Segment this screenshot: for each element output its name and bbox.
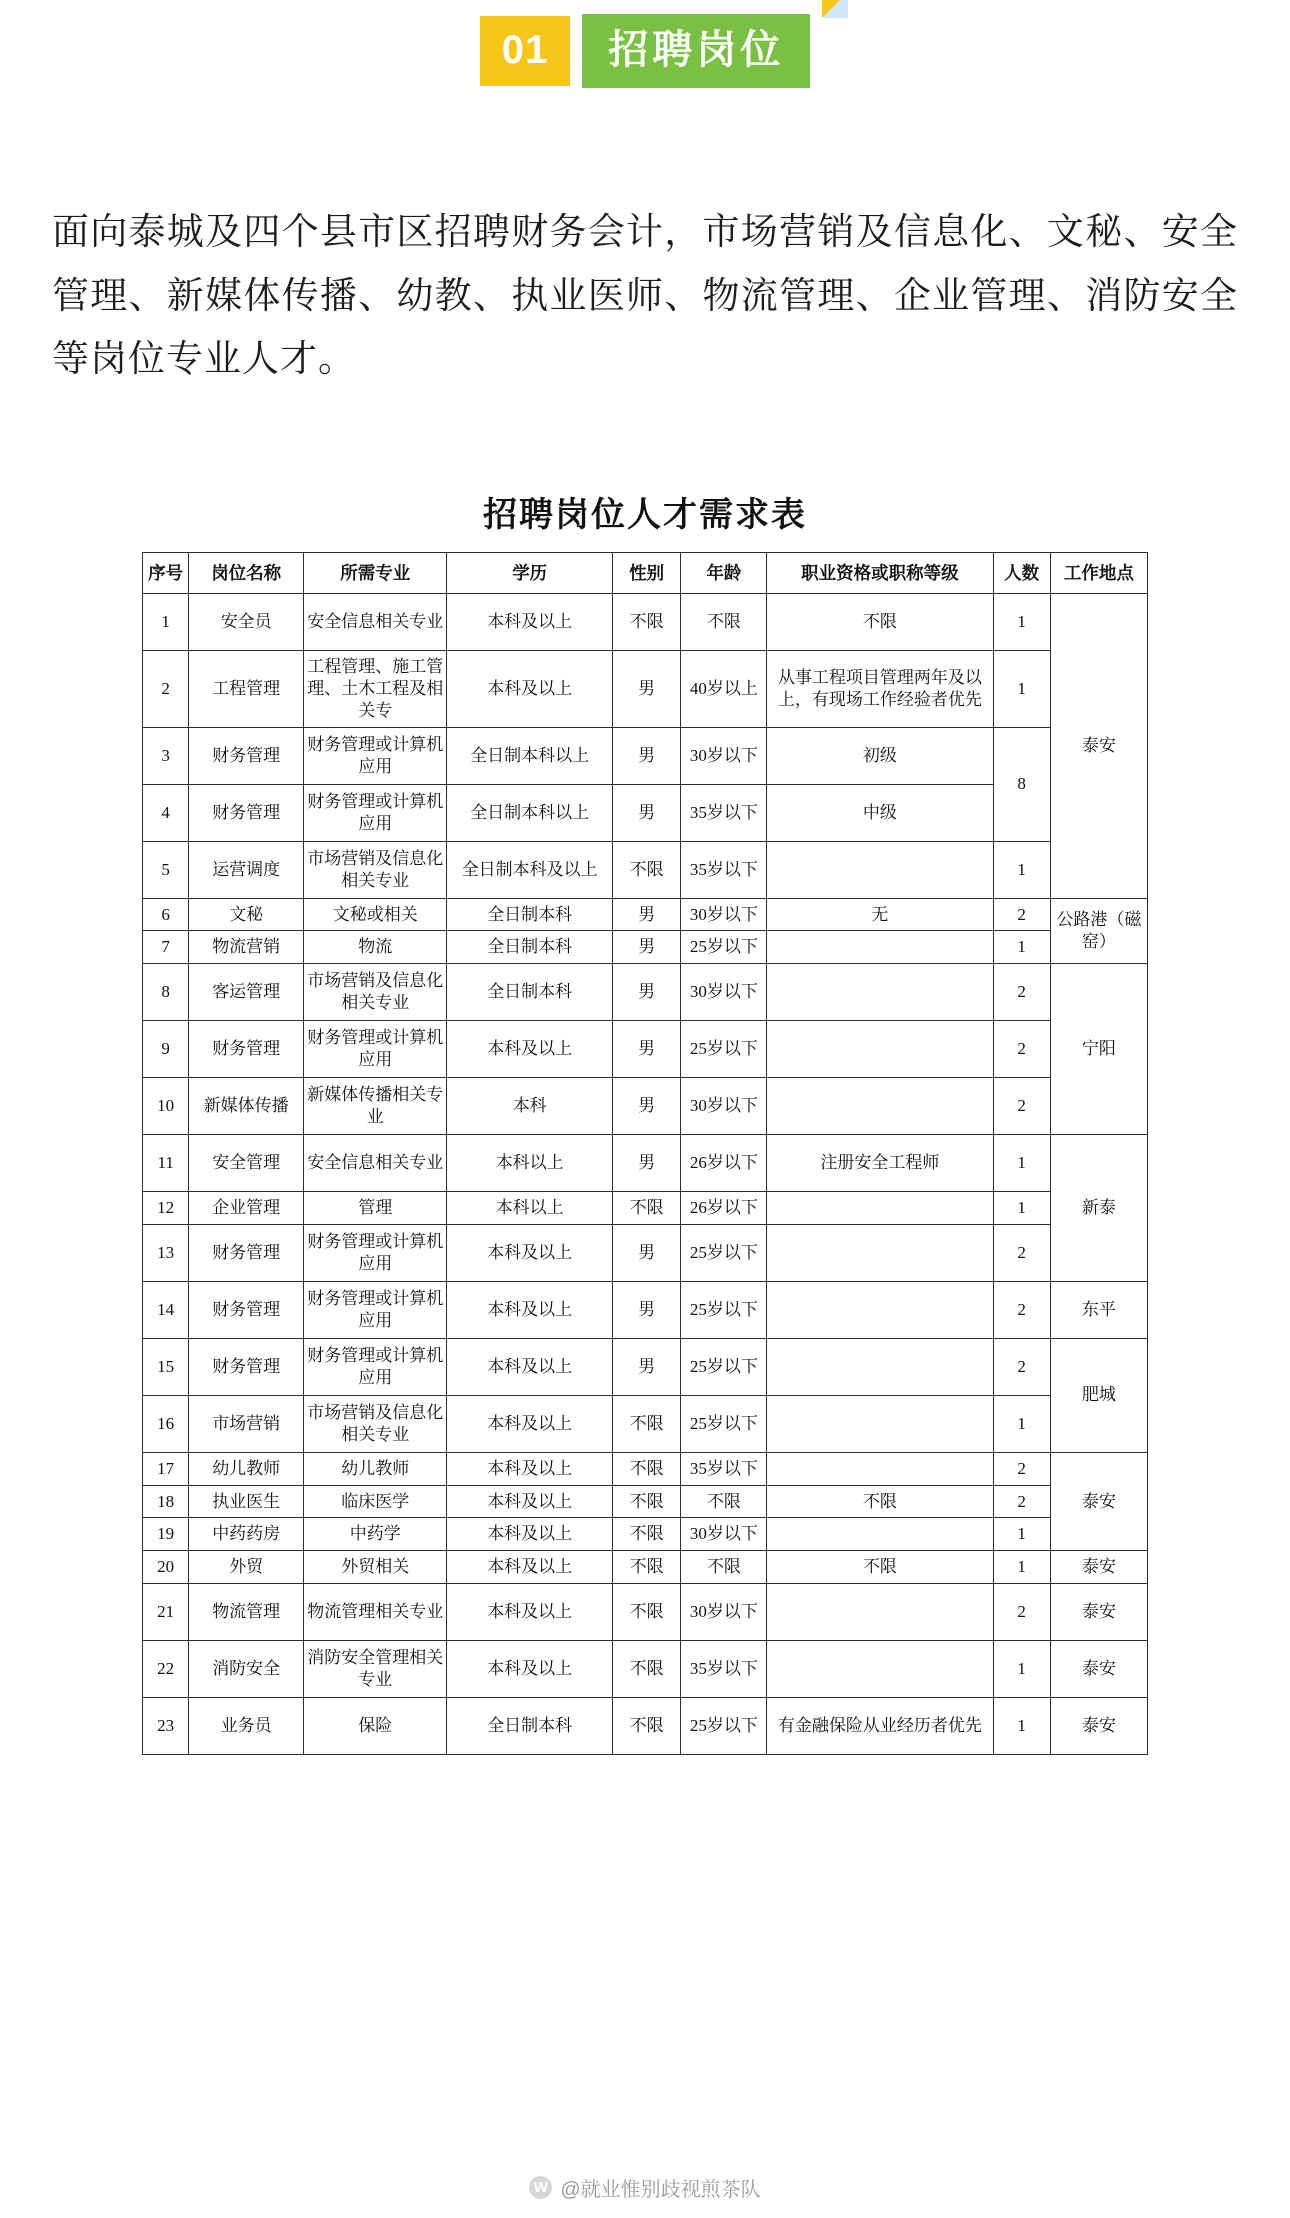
cell-index: 22 bbox=[143, 1640, 189, 1697]
th-education: 学历 bbox=[447, 552, 612, 593]
cell-major: 财务管理或计算机应用 bbox=[304, 784, 447, 841]
cell-age: 30岁以下 bbox=[681, 1078, 767, 1135]
cell-certificate bbox=[767, 1338, 993, 1395]
cell-age: 26岁以下 bbox=[681, 1135, 767, 1192]
cell-headcount: 2 bbox=[993, 1224, 1050, 1281]
cell-gender: 男 bbox=[612, 1224, 680, 1281]
cell-age: 25岁以下 bbox=[681, 1281, 767, 1338]
cell-headcount: 2 bbox=[993, 1338, 1050, 1395]
cell-post: 财务管理 bbox=[189, 784, 304, 841]
th-age: 年龄 bbox=[681, 552, 767, 593]
cell-major: 中药学 bbox=[304, 1518, 447, 1551]
cell-headcount: 1 bbox=[993, 651, 1050, 727]
table-row bbox=[143, 1224, 1148, 1281]
cell-education: 全日制本科以上 bbox=[447, 784, 612, 841]
cell-post: 财务管理 bbox=[189, 727, 304, 784]
cell-education: 本科及以上 bbox=[447, 1452, 612, 1485]
cell-age: 不限 bbox=[681, 594, 767, 651]
cell-certificate: 有金融保险从业经历者优先 bbox=[767, 1697, 993, 1754]
cell-education: 本科及以上 bbox=[447, 1551, 612, 1584]
table-row bbox=[143, 594, 1148, 651]
cell-gender: 男 bbox=[612, 1021, 680, 1078]
cell-post: 消防安全 bbox=[189, 1640, 304, 1697]
cell-certificate bbox=[767, 1452, 993, 1485]
th-post: 岗位名称 bbox=[189, 552, 304, 593]
table-row bbox=[143, 1551, 1148, 1584]
cell-certificate: 注册安全工程师 bbox=[767, 1135, 993, 1192]
cell-headcount: 2 bbox=[993, 898, 1050, 931]
cell-certificate bbox=[767, 1021, 993, 1078]
cell-age: 30岁以下 bbox=[681, 1583, 767, 1640]
cell-major: 文秘或相关 bbox=[304, 898, 447, 931]
table-row bbox=[143, 1518, 1148, 1551]
cell-age: 25岁以下 bbox=[681, 1697, 767, 1754]
cell-certificate: 中级 bbox=[767, 784, 993, 841]
cell-education: 全日制本科以上 bbox=[447, 727, 612, 784]
cell-age: 35岁以下 bbox=[681, 841, 767, 898]
th-major: 所需专业 bbox=[304, 552, 447, 593]
table-row bbox=[143, 1192, 1148, 1225]
cell-headcount: 1 bbox=[993, 1192, 1050, 1225]
table-row bbox=[143, 727, 1148, 784]
cell-major: 财务管理或计算机应用 bbox=[304, 1224, 447, 1281]
cell-index: 3 bbox=[143, 727, 189, 784]
cell-certificate bbox=[767, 1192, 993, 1225]
th-certificate: 职业资格或职称等级 bbox=[767, 552, 993, 593]
cell-education: 本科及以上 bbox=[447, 1395, 612, 1452]
cell-post: 企业管理 bbox=[189, 1192, 304, 1225]
table-row bbox=[143, 1697, 1148, 1754]
cell-certificate bbox=[767, 1395, 993, 1452]
cell-index: 16 bbox=[143, 1395, 189, 1452]
table-row bbox=[143, 1338, 1148, 1395]
cell-major: 市场营销及信息化相关专业 bbox=[304, 841, 447, 898]
cell-post: 市场营销 bbox=[189, 1395, 304, 1452]
cell-age: 26岁以下 bbox=[681, 1192, 767, 1225]
cell-certificate: 从事工程项目管理两年及以上，有现场工作经验者优先 bbox=[767, 651, 993, 727]
cell-index: 1 bbox=[143, 594, 189, 651]
cell-major: 新媒体传播相关专业 bbox=[304, 1078, 447, 1135]
cell-age: 25岁以下 bbox=[681, 1338, 767, 1395]
cell-age: 30岁以下 bbox=[681, 1518, 767, 1551]
cell-education: 本科及以上 bbox=[447, 1485, 612, 1518]
cell-education: 本科 bbox=[447, 1078, 612, 1135]
cell-post: 安全员 bbox=[189, 594, 304, 651]
job-requirements-table bbox=[142, 552, 1148, 1755]
cell-education: 全日制本科 bbox=[447, 964, 612, 1021]
cell-headcount: 2 bbox=[993, 1485, 1050, 1518]
table-header-row bbox=[143, 552, 1148, 593]
cell-age: 35岁以下 bbox=[681, 1452, 767, 1485]
cell-location: 东平 bbox=[1050, 1281, 1147, 1338]
cell-age: 30岁以下 bbox=[681, 727, 767, 784]
table-container bbox=[142, 552, 1148, 1755]
cell-location: 泰安 bbox=[1050, 1583, 1147, 1640]
cell-index: 4 bbox=[143, 784, 189, 841]
cell-post: 财务管理 bbox=[189, 1338, 304, 1395]
cell-index: 8 bbox=[143, 964, 189, 1021]
cell-education: 全日制本科 bbox=[447, 898, 612, 931]
table-row bbox=[143, 1021, 1148, 1078]
cell-certificate bbox=[767, 1583, 993, 1640]
cell-post: 工程管理 bbox=[189, 651, 304, 727]
table-row bbox=[143, 1281, 1148, 1338]
cell-post: 外贸 bbox=[189, 1551, 304, 1584]
cell-major: 市场营销及信息化相关专业 bbox=[304, 964, 447, 1021]
cell-age: 不限 bbox=[681, 1551, 767, 1584]
cell-certificate bbox=[767, 1281, 993, 1338]
cell-gender: 不限 bbox=[612, 1583, 680, 1640]
cell-index: 23 bbox=[143, 1697, 189, 1754]
cell-certificate: 不限 bbox=[767, 1485, 993, 1518]
corner-fold-accent-icon bbox=[822, 0, 848, 18]
cell-gender: 男 bbox=[612, 964, 680, 1021]
intro-paragraph: 面向泰城及四个县市区招聘财务会计，市场营销及信息化、文秘、安全管理、新媒体传播、幼教、执业医师、物流管理、企业管理、消防安全等岗位专业人才。 bbox=[52, 211, 1238, 380]
cell-index: 21 bbox=[143, 1583, 189, 1640]
table-row bbox=[143, 898, 1148, 931]
cell-post: 文秘 bbox=[189, 898, 304, 931]
cell-headcount: 1 bbox=[993, 1640, 1050, 1697]
cell-major: 临床医学 bbox=[304, 1485, 447, 1518]
cell-post: 财务管理 bbox=[189, 1281, 304, 1338]
table-row bbox=[143, 1395, 1148, 1452]
cell-major: 安全信息相关专业 bbox=[304, 1135, 447, 1192]
cell-certificate bbox=[767, 964, 993, 1021]
cell-headcount: 1 bbox=[993, 1135, 1050, 1192]
cell-location: 新泰 bbox=[1050, 1135, 1147, 1282]
cell-index: 12 bbox=[143, 1192, 189, 1225]
th-headcount: 人数 bbox=[993, 552, 1050, 593]
cell-index: 11 bbox=[143, 1135, 189, 1192]
cell-gender: 不限 bbox=[612, 1395, 680, 1452]
cell-location: 公路港（磁窑） bbox=[1050, 898, 1147, 964]
cell-post: 安全管理 bbox=[189, 1135, 304, 1192]
cell-gender: 男 bbox=[612, 898, 680, 931]
table-row bbox=[143, 651, 1148, 727]
cell-location: 泰安 bbox=[1050, 1551, 1147, 1584]
cell-gender: 不限 bbox=[612, 1518, 680, 1551]
weibo-icon: W bbox=[529, 2176, 552, 2199]
cell-gender: 不限 bbox=[612, 841, 680, 898]
cell-education: 本科及以上 bbox=[447, 1338, 612, 1395]
table-row bbox=[143, 1452, 1148, 1485]
cell-gender: 不限 bbox=[612, 1192, 680, 1225]
cell-post: 执业医生 bbox=[189, 1485, 304, 1518]
cell-gender: 不限 bbox=[612, 1551, 680, 1584]
cell-education: 本科以上 bbox=[447, 1192, 612, 1225]
cell-gender: 男 bbox=[612, 1281, 680, 1338]
table-row bbox=[143, 1078, 1148, 1135]
cell-age: 30岁以下 bbox=[681, 964, 767, 1021]
cell-education: 本科及以上 bbox=[447, 1281, 612, 1338]
cell-index: 20 bbox=[143, 1551, 189, 1584]
cell-index: 18 bbox=[143, 1485, 189, 1518]
cell-gender: 不限 bbox=[612, 594, 680, 651]
section-number: 01 bbox=[480, 16, 571, 86]
cell-post: 客运管理 bbox=[189, 964, 304, 1021]
watermark-text: @就业惟别歧视煎茶队 bbox=[560, 2179, 761, 2201]
cell-age: 30岁以下 bbox=[681, 898, 767, 931]
cell-location: 宁阳 bbox=[1050, 964, 1147, 1135]
cell-major: 幼儿教师 bbox=[304, 1452, 447, 1485]
cell-post: 中药药房 bbox=[189, 1518, 304, 1551]
cell-major: 管理 bbox=[304, 1192, 447, 1225]
cell-index: 2 bbox=[143, 651, 189, 727]
cell-major: 物流 bbox=[304, 931, 447, 964]
cell-age: 25岁以下 bbox=[681, 931, 767, 964]
cell-certificate bbox=[767, 841, 993, 898]
cell-major: 财务管理或计算机应用 bbox=[304, 727, 447, 784]
footer-watermark bbox=[0, 2173, 1290, 2202]
cell-headcount: 1 bbox=[993, 594, 1050, 651]
cell-index: 17 bbox=[143, 1452, 189, 1485]
cell-education: 本科及以上 bbox=[447, 1021, 612, 1078]
cell-education: 本科及以上 bbox=[447, 1583, 612, 1640]
cell-gender: 男 bbox=[612, 1338, 680, 1395]
cell-location: 泰安 bbox=[1050, 594, 1147, 898]
cell-education: 本科以上 bbox=[447, 1135, 612, 1192]
cell-post: 业务员 bbox=[189, 1697, 304, 1754]
cell-age: 不限 bbox=[681, 1485, 767, 1518]
cell-headcount: 1 bbox=[993, 1697, 1050, 1754]
cell-major: 安全信息相关专业 bbox=[304, 594, 447, 651]
cell-headcount: 2 bbox=[993, 1583, 1050, 1640]
cell-major: 保险 bbox=[304, 1697, 447, 1754]
cell-age: 40岁以上 bbox=[681, 651, 767, 727]
cell-education: 全日制本科 bbox=[447, 1697, 612, 1754]
cell-major: 外贸相关 bbox=[304, 1551, 447, 1584]
table-title: 招聘岗位人才需求表 bbox=[483, 496, 807, 534]
cell-major: 市场营销及信息化相关专业 bbox=[304, 1395, 447, 1452]
cell-education: 本科及以上 bbox=[447, 1224, 612, 1281]
cell-headcount: 1 bbox=[993, 1518, 1050, 1551]
cell-gender: 男 bbox=[612, 1135, 680, 1192]
cell-certificate bbox=[767, 1078, 993, 1135]
cell-certificate: 不限 bbox=[767, 1551, 993, 1584]
table-row bbox=[143, 1640, 1148, 1697]
cell-index: 19 bbox=[143, 1518, 189, 1551]
th-gender: 性别 bbox=[612, 552, 680, 593]
table-row bbox=[143, 964, 1148, 1021]
cell-certificate: 初级 bbox=[767, 727, 993, 784]
table-row bbox=[143, 1485, 1148, 1518]
cell-index: 15 bbox=[143, 1338, 189, 1395]
cell-major: 财务管理或计算机应用 bbox=[304, 1338, 447, 1395]
cell-post: 幼儿教师 bbox=[189, 1452, 304, 1485]
cell-gender: 不限 bbox=[612, 1452, 680, 1485]
cell-gender: 不限 bbox=[612, 1485, 680, 1518]
cell-certificate: 无 bbox=[767, 898, 993, 931]
cell-headcount: 1 bbox=[993, 1395, 1050, 1452]
cell-location: 泰安 bbox=[1050, 1452, 1147, 1550]
cell-index: 5 bbox=[143, 841, 189, 898]
cell-post: 运营调度 bbox=[189, 841, 304, 898]
cell-index: 14 bbox=[143, 1281, 189, 1338]
cell-location: 泰安 bbox=[1050, 1697, 1147, 1754]
cell-location: 泰安 bbox=[1050, 1640, 1147, 1697]
cell-gender: 不限 bbox=[612, 1697, 680, 1754]
cell-headcount: 2 bbox=[993, 1021, 1050, 1078]
table-row bbox=[143, 1583, 1148, 1640]
cell-post: 物流管理 bbox=[189, 1583, 304, 1640]
cell-index: 6 bbox=[143, 898, 189, 931]
cell-education: 全日制本科 bbox=[447, 931, 612, 964]
cell-post: 新媒体传播 bbox=[189, 1078, 304, 1135]
cell-gender: 男 bbox=[612, 784, 680, 841]
cell-age: 35岁以下 bbox=[681, 784, 767, 841]
cell-post: 财务管理 bbox=[189, 1021, 304, 1078]
cell-education: 本科及以上 bbox=[447, 1640, 612, 1697]
cell-headcount: 2 bbox=[993, 1452, 1050, 1485]
cell-gender: 不限 bbox=[612, 1640, 680, 1697]
cell-education: 本科及以上 bbox=[447, 1518, 612, 1551]
cell-post: 财务管理 bbox=[189, 1224, 304, 1281]
cell-major: 财务管理或计算机应用 bbox=[304, 1021, 447, 1078]
cell-index: 9 bbox=[143, 1021, 189, 1078]
cell-certificate bbox=[767, 1518, 993, 1551]
cell-major: 工程管理、施工管理、土木工程及相关专 bbox=[304, 651, 447, 727]
cell-major: 消防安全管理相关专业 bbox=[304, 1640, 447, 1697]
cell-education: 全日制本科及以上 bbox=[447, 841, 612, 898]
th-location: 工作地点 bbox=[1050, 552, 1147, 593]
cell-headcount: 2 bbox=[993, 1078, 1050, 1135]
cell-gender: 男 bbox=[612, 1078, 680, 1135]
cell-gender: 男 bbox=[612, 727, 680, 784]
cell-headcount: 8 bbox=[993, 727, 1050, 841]
cell-headcount: 1 bbox=[993, 841, 1050, 898]
cell-gender: 男 bbox=[612, 651, 680, 727]
cell-major: 物流管理相关专业 bbox=[304, 1583, 447, 1640]
section-header bbox=[0, 14, 1290, 88]
cell-certificate bbox=[767, 931, 993, 964]
th-index: 序号 bbox=[143, 552, 189, 593]
cell-age: 25岁以下 bbox=[681, 1021, 767, 1078]
cell-index: 13 bbox=[143, 1224, 189, 1281]
cell-certificate bbox=[767, 1224, 993, 1281]
cell-age: 35岁以下 bbox=[681, 1640, 767, 1697]
cell-gender: 男 bbox=[612, 931, 680, 964]
cell-headcount: 2 bbox=[993, 1281, 1050, 1338]
cell-certificate bbox=[767, 1640, 993, 1697]
cell-headcount: 1 bbox=[993, 1551, 1050, 1584]
table-row bbox=[143, 931, 1148, 964]
table-row bbox=[143, 1135, 1148, 1192]
cell-education: 本科及以上 bbox=[447, 594, 612, 651]
table-row bbox=[143, 841, 1148, 898]
cell-certificate: 不限 bbox=[767, 594, 993, 651]
cell-major: 财务管理或计算机应用 bbox=[304, 1281, 447, 1338]
cell-location: 肥城 bbox=[1050, 1338, 1147, 1452]
cell-age: 25岁以下 bbox=[681, 1395, 767, 1452]
cell-post: 物流营销 bbox=[189, 931, 304, 964]
header-badge bbox=[480, 14, 811, 88]
section-title: 招聘岗位 bbox=[582, 14, 810, 88]
cell-age: 25岁以下 bbox=[681, 1224, 767, 1281]
cell-index: 10 bbox=[143, 1078, 189, 1135]
cell-headcount: 1 bbox=[993, 931, 1050, 964]
cell-headcount: 2 bbox=[993, 964, 1050, 1021]
cell-index: 7 bbox=[143, 931, 189, 964]
cell-education: 本科及以上 bbox=[447, 651, 612, 727]
